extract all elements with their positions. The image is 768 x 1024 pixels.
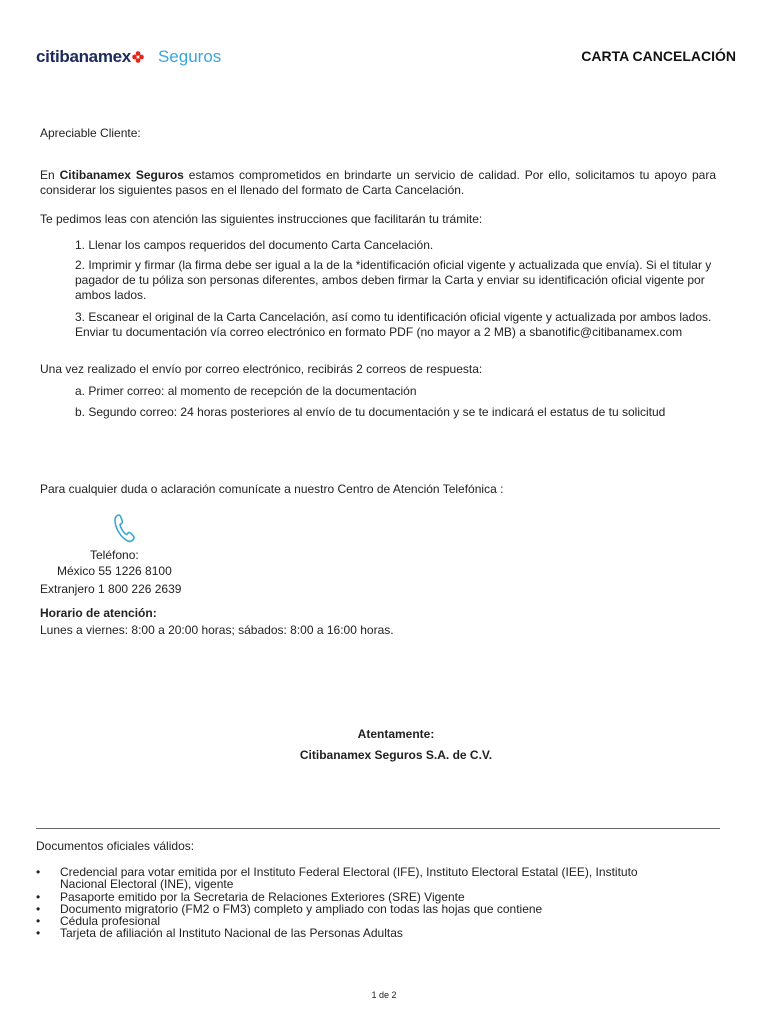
step-2: 2. Imprimir y firmar (la firma debe ser igual a la de la *identificación oficial vigente y actualizada que envía). Si el titular y pagador de tu póliza son personas diferentes, ambos deben firmar la Carta y enviar su identificación oficial vigente por ambos lados. [75,258,712,302]
closing: Atentamente: [357,727,435,741]
email-intro: Una vez realizado el envío por correo electrónico, recibirás 2 correos de respuesta: [40,362,483,376]
page-indicator: 1 de 2 [371,990,397,1000]
document-item-text: Credencial para votar emitida por el Instituto Federal Electoral (IFE), Instituto Electoral Estatal (IEE), Instituto Nacional Electoral (INE), vigente [60,865,638,891]
intro-rest: estamos comprometidos en brindarte un servicio de calidad. Por ello, solicitamos tu apoyo para considerar los siguientes pasos en el llenado del formato de Carta Cancelación. [40,168,716,197]
hours-title: Horario de atención: [40,606,157,620]
phone-mexico: México 55 1226 8100 [57,564,172,578]
email-response-a: a. Primer correo: al momento de recepción de la documentación [75,384,417,398]
document-item-text: Tarjeta de afiliación al Instituto Nacional de las Personas Adultas [60,926,403,940]
document-item-text: Cédula profesional [60,914,161,928]
documents-title: Documentos oficiales válidos: [36,839,195,853]
banamex-flower-icon [132,51,144,63]
bullet: • [36,902,41,916]
bullet: • [36,926,41,940]
citibanamex-seguros-logo [36,47,221,67]
instructions-intro: Te pedimos leas con atención las siguientes instrucciones que facilitarán tu trámite: [40,212,483,226]
divider [36,828,720,829]
phone-icon [112,513,136,543]
document-item-text: Documento migratorio (FM2 o FM3) completo y ampliado con todas las hojas que contiene [60,902,543,916]
logo-brand-text: citibanamex [36,47,131,66]
phone-abroad: Extranjero 1 800 226 2639 [40,582,182,596]
bullet: • [36,914,41,928]
greeting: Apreciable Cliente: [40,126,141,140]
document-item-text: Pasaporte emitido por la Secretaria de Relaciones Exteriores (SRE) Vigente [60,890,465,904]
bullet: • [36,890,41,904]
hours-text: Lunes a viernes: 8:00 a 20:00 horas; sábados: 8:00 a 16:00 horas. [40,623,394,637]
intro-paragraph [40,168,716,198]
intro-prefix: En [40,168,55,182]
bullet: • [36,865,41,879]
contact-intro: Para cualquier duda o aclaración comunícate a nuestro Centro de Atención Telefónica : [40,482,504,496]
document-title: CARTA CANCELACIÓN [581,48,736,64]
logo-product-text: Seguros [157,47,222,66]
phone-label: Teléfono: [90,548,139,562]
step-3: 3. Escanear el original de la Carta Cancelación, así como tu identificación oficial vigente y actualizada por ambos lados. Enviar tu documentación vía correo electrónico en formato PDF (no mayor a 2 MB) a sbanotific@citibanamex.com [75,310,712,339]
intro-company: Citibanamex Seguros [59,168,184,182]
signature-company: Citibanamex Seguros S.A. de C.V. [299,748,493,762]
email-response-b: b. Segundo correo: 24 horas posteriores al envío de tu documentación y se te indicará el estatus de tu solicitud [75,405,666,419]
step-1: 1. Llenar los campos requeridos del documento Carta Cancelación. [75,238,434,252]
